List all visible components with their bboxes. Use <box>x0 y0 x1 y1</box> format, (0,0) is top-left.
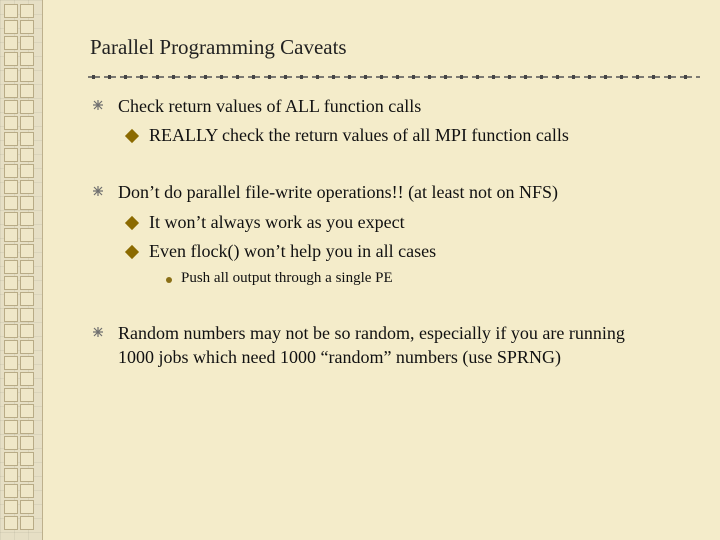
border-grid-cell <box>4 324 18 338</box>
border-grid-cell <box>4 148 18 162</box>
border-grid-cell <box>20 452 34 466</box>
border-grid-cell <box>20 132 34 146</box>
border-grid-cell <box>20 100 34 114</box>
border-grid-cell <box>20 516 34 530</box>
border-grid-cell <box>4 116 18 130</box>
border-grid-cell <box>20 324 34 338</box>
border-grid-cell <box>4 212 18 226</box>
title-divider <box>88 73 700 81</box>
border-grid-cell <box>20 148 34 162</box>
border-grid-cell <box>20 116 34 130</box>
border-grid-cell <box>20 180 34 194</box>
border-grid-cell <box>4 452 18 466</box>
border-grid-cell <box>4 308 18 322</box>
diamond-bullet-icon <box>125 216 139 230</box>
border-grid-cell <box>20 388 34 402</box>
border-grid-cell <box>20 20 34 34</box>
border-grid-cell <box>20 340 34 354</box>
border-grid-cell <box>20 68 34 82</box>
bullet-2-2-text: Even flock() won’t help you in all cases <box>149 241 437 261</box>
round-bullet-icon <box>166 277 172 283</box>
border-grid-cell <box>20 260 34 274</box>
diamond-bullet-icon <box>125 245 139 259</box>
border-grid-cell <box>20 420 34 434</box>
bullet-1-text: Check return values of ALL function calls <box>118 96 422 116</box>
border-grid-cell <box>4 20 18 34</box>
border-grid-cell <box>20 164 34 178</box>
border-grid-cell <box>4 388 18 402</box>
border-grid-cell <box>20 244 34 258</box>
border-grid-cell <box>4 276 18 290</box>
border-grid-cell <box>4 516 18 530</box>
slide-title: Parallel Programming Caveats <box>90 35 347 59</box>
border-grid-cell <box>4 356 18 370</box>
border-grid-cell <box>4 52 18 66</box>
border-grid-cell <box>20 468 34 482</box>
border-grid-cell <box>4 100 18 114</box>
border-grid-cell <box>20 228 34 242</box>
bullet-2-text: Don’t do parallel file-write operations!! (at least not on NFS) <box>118 182 559 202</box>
border-grid-cell <box>4 500 18 514</box>
x-bullet-icon <box>93 327 103 337</box>
border-grid-cell <box>20 356 34 370</box>
border-grid-cell <box>20 84 34 98</box>
border-grid-cell <box>20 36 34 50</box>
border-grid-cell <box>20 4 34 18</box>
border-grid-cell <box>4 260 18 274</box>
border-grid-cell <box>4 4 18 18</box>
border-grid-cell <box>4 36 18 50</box>
border-grid-cell <box>4 404 18 418</box>
border-grid-cell <box>20 404 34 418</box>
border-grid-cell <box>4 244 18 258</box>
border-grid-cell <box>20 212 34 226</box>
border-grid-cell <box>20 372 34 386</box>
bullet-3-line-1: Random numbers may not be so random, especially if you are running <box>118 323 625 343</box>
border-grid-cell <box>4 196 18 210</box>
diamond-bullet-icon <box>125 129 139 143</box>
border-grid-cell <box>20 292 34 306</box>
border-grid-cell <box>4 420 18 434</box>
bullet-2-2-1-text: Push all output through a single PE <box>181 270 393 286</box>
border-grid-cell <box>4 132 18 146</box>
border-grid-cell <box>4 484 18 498</box>
border-grid-cell <box>4 164 18 178</box>
border-grid-cell <box>20 196 34 210</box>
left-decorative-border <box>0 0 43 540</box>
border-grid-cell <box>4 436 18 450</box>
border-grid-cell <box>4 468 18 482</box>
border-grid-cell <box>4 180 18 194</box>
border-grid-cell <box>4 292 18 306</box>
x-bullet-icon <box>93 186 103 196</box>
border-grid-cell <box>20 276 34 290</box>
border-grid-cell <box>4 84 18 98</box>
border-grid-cell <box>20 308 34 322</box>
x-bullet-icon <box>93 100 103 110</box>
border-grid <box>4 4 35 536</box>
border-grid-cell <box>20 500 34 514</box>
border-grid-cell <box>20 52 34 66</box>
bullet-3-line-2: 1000 jobs which need 1000 “random” numbers (use SPRNG) <box>118 347 561 367</box>
border-grid-cell <box>20 436 34 450</box>
bullet-1-1-text: REALLY check the return values of all MPI function calls <box>149 125 569 145</box>
bullet-2-1-text: It won’t always work as you expect <box>149 212 405 232</box>
border-grid-cell <box>4 68 18 82</box>
border-grid-cell <box>20 484 34 498</box>
border-grid-cell <box>4 372 18 386</box>
border-grid-cell <box>4 228 18 242</box>
border-grid-cell <box>4 340 18 354</box>
